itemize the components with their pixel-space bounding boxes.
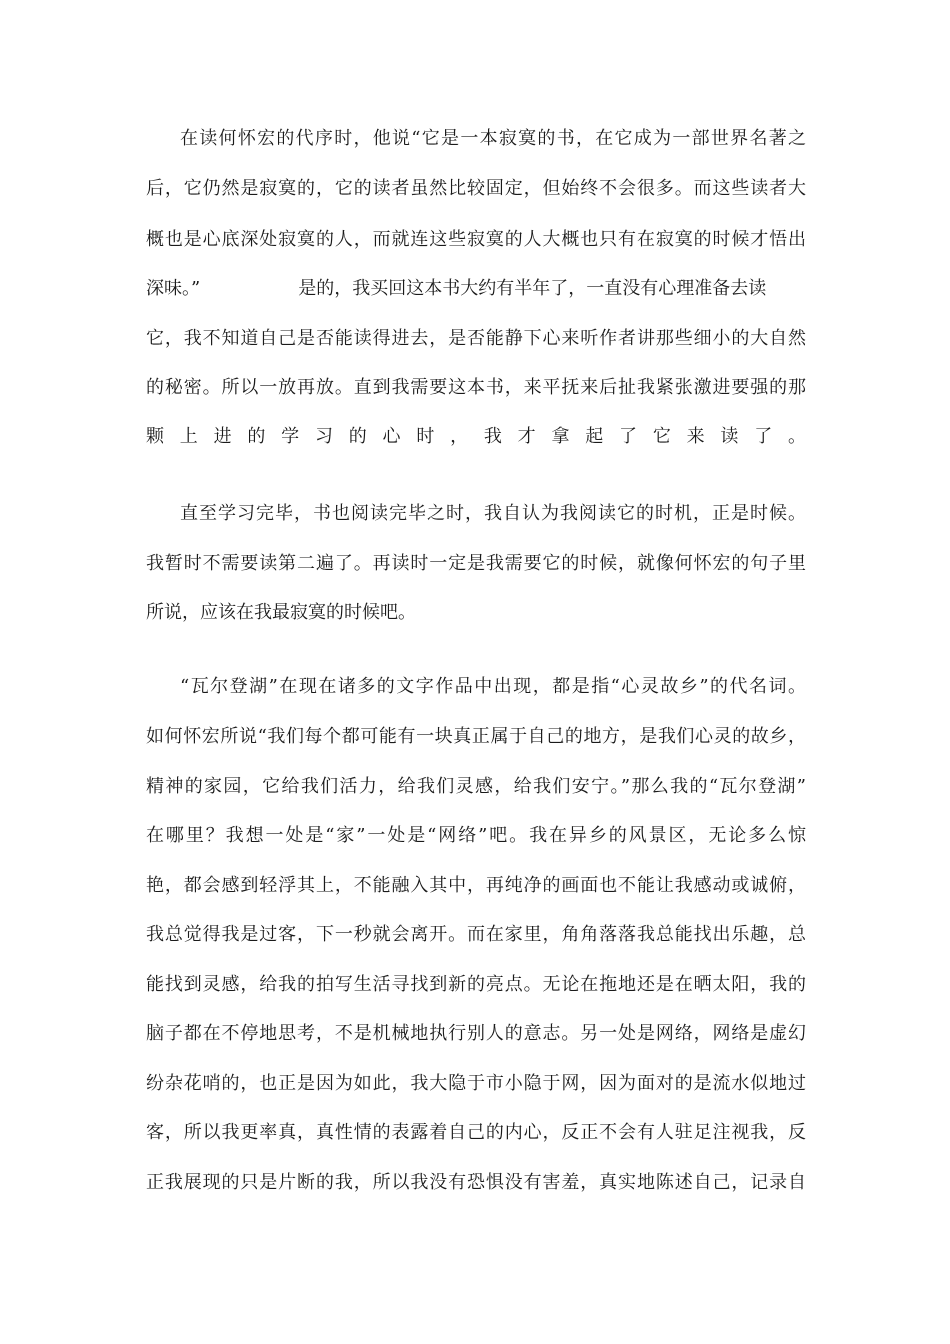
paragraph-line-fragment: 是的，我买回这本书大约有半年了，一直没有心理准备去读	[298, 278, 767, 299]
paragraph-line: 纷杂花哨的，也正是因为如此，我大隐于市小隐于网，因为面对的是流水似地过	[146, 1073, 806, 1094]
paragraph-line: 概也是心底深处寂寞的人，而就连这些寂寞的人大概也只有在寂寞的时候才悟出	[146, 229, 806, 250]
paragraph-line: 脑子都在不停地思考，不是机械地执行别人的意志。另一处是网络，网络是虚幻	[146, 1023, 806, 1044]
paragraph-line: 正我展现的只是片断的我，所以我没有恐惧没有害羞，真实地陈述自己，记录自	[146, 1172, 806, 1193]
paragraph-line: 精神的家园，它给我们活力，给我们灵感，给我们安宁。”那么我的“瓦尔登湖”	[146, 776, 806, 797]
paragraph-line: 后，它仍然是寂寞的，它的读者虽然比较固定，但始终不会很多。而这些读者大	[146, 178, 806, 199]
paragraph-line: 我暂时不需要读第二遍了。再读时一定是我需要它的时候，就像何怀宏的句子里	[146, 553, 806, 574]
paragraph-line-fragment: 深味。”	[146, 278, 201, 299]
paragraph-line: 所说，应该在我最寂寞的时候吧。	[146, 602, 416, 623]
paragraph-line: 颗上进的学习的心时，我才拿起了它来读了。	[146, 426, 806, 447]
paragraph-line: “瓦尔登湖”在现在诸多的文字作品中出现，都是指“心灵故乡”的代名词。	[180, 676, 806, 697]
paragraph-line: 客，所以我更率真，真性情的表露着自己的内心，反正不会有人驻足注视我，反	[146, 1122, 806, 1143]
paragraph-line: 在哪里？我想一处是“家”一处是“网络”吧。我在异乡的风景区，无论多么惊	[146, 825, 806, 846]
paragraph-line: 我总觉得我是过客，下一秒就会离开。而在家里，角角落落我总能找出乐趣，总	[146, 924, 806, 945]
paragraph-line: 在读何怀宏的代序时，他说“它是一本寂寞的书，在它成为一部世界名著之	[180, 128, 806, 149]
paragraph-line-split	[146, 277, 806, 301]
paragraph-line: 它，我不知道自己是否能读得进去，是否能静下心来听作者讲那些细小的大自然	[146, 328, 806, 349]
paragraph-line: 如何怀宏所说“我们每个都可能有一块真正属于自己的地方，是我们心灵的故乡，	[146, 726, 806, 747]
paragraph-line: 的秘密。所以一放再放。直到我需要这本书，来平抚来后扯我紧张激进要强的那	[146, 377, 806, 398]
paragraph-line: 直至学习完毕，书也阅读完毕之时，我自认为我阅读它的时机，正是时候。	[180, 503, 806, 524]
paragraph-line: 能找到灵感，给我的拍写生活寻找到新的亮点。无论在拖地还是在晒太阳，我的	[146, 974, 806, 995]
paragraph-line: 艳，都会感到轻浮其上，不能融入其中，再纯净的画面也不能让我感动或诚俯，	[146, 875, 806, 896]
